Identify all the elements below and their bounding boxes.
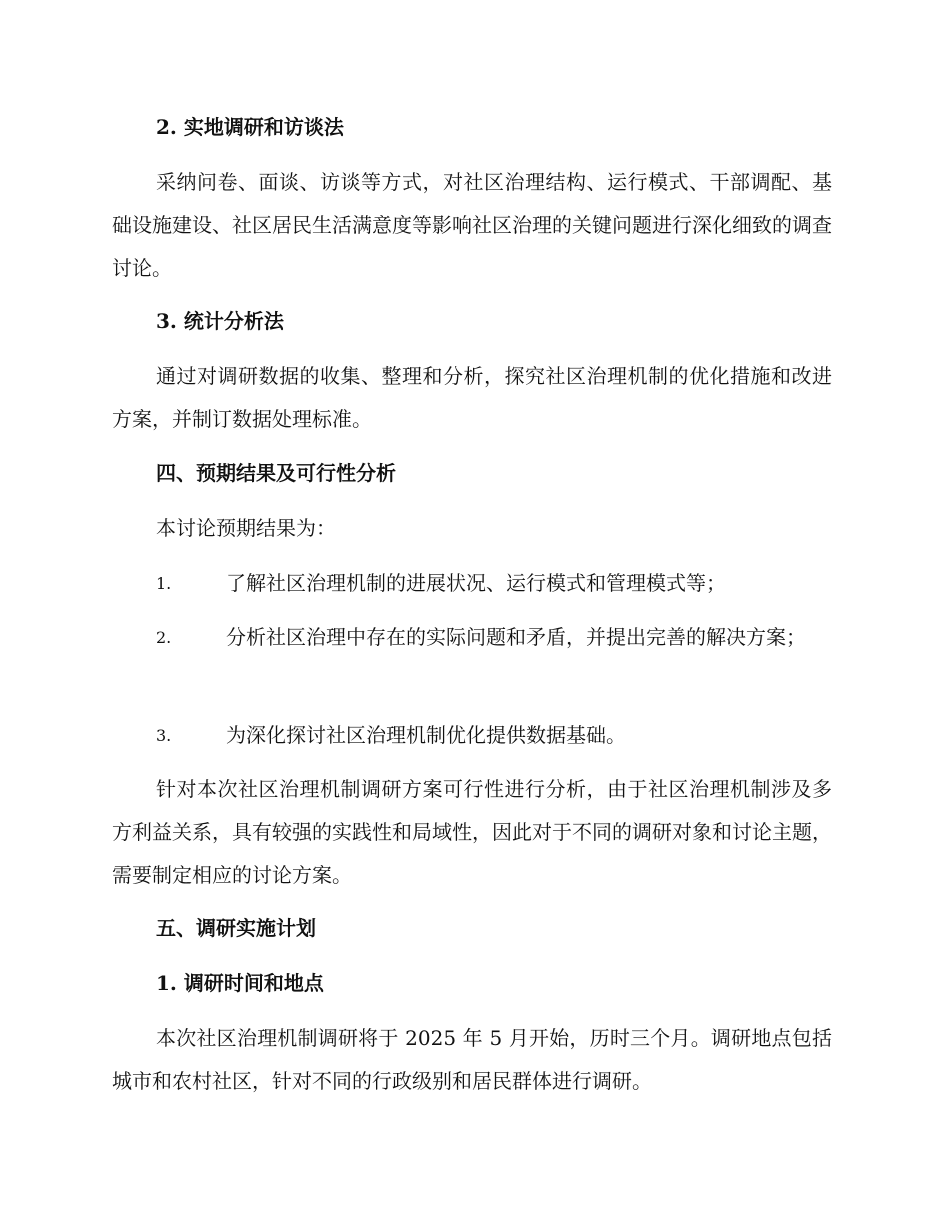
heading-time-location: 1. 调研时间和地点 bbox=[156, 971, 324, 995]
list-text: 分析社区治理中存在的实际问题和矛盾，并提出完善的解决方案； bbox=[226, 625, 806, 649]
paragraph-expected-intro: 本讨论预期结果为： bbox=[156, 516, 336, 540]
heading-statistical-analysis: 3. 统计分析法 bbox=[156, 309, 284, 333]
heading-field-interview: 2. 实地调研和访谈法 bbox=[156, 115, 344, 139]
list-number: 3. bbox=[156, 726, 172, 745]
heading-implementation-plan: 五、调研实施计划 bbox=[156, 916, 316, 940]
paragraph-feasibility: 针对本次社区治理机制调研方案可行性进行分析，由于社区治理机制涉及多方利益关系，具有较强的实践性和局域性，因此对于不同的调研对象和讨论主题，需要制定相应的讨论方案。 bbox=[112, 777, 832, 887]
list-text: 为深化探讨社区治理机制优化提供数据基础。 bbox=[226, 723, 626, 747]
paragraph-field-interview: 采纳问卷、面谈、访谈等方式，对社区治理结构、运行模式、干部调配、基础设施建设、社区居民生活满意度等影响社区治理的关键问题进行深化细致的调查讨论。 bbox=[112, 170, 832, 280]
list-text: 了解社区治理机制的进展状况、运行模式和管理模式等； bbox=[226, 571, 726, 595]
heading-expected-results: 四、预期结果及可行性分析 bbox=[156, 461, 396, 485]
list-item bbox=[112, 714, 832, 757]
paragraph-statistical-analysis: 通过对调研数据的收集、整理和分析，探究社区治理机制的优化措施和改进方案，并制订数据处理标准。 bbox=[112, 364, 832, 431]
list-number: 1. bbox=[156, 574, 172, 593]
list-item bbox=[112, 616, 832, 659]
paragraph-time-location: 本次社区治理机制调研将于 2025 年 5 月开始，历时三个月。调研地点包括城市和农村社区，针对不同的行政级别和居民群体进行调研。 bbox=[112, 1026, 832, 1093]
list-item bbox=[112, 562, 832, 605]
list-number: 2. bbox=[156, 628, 172, 647]
